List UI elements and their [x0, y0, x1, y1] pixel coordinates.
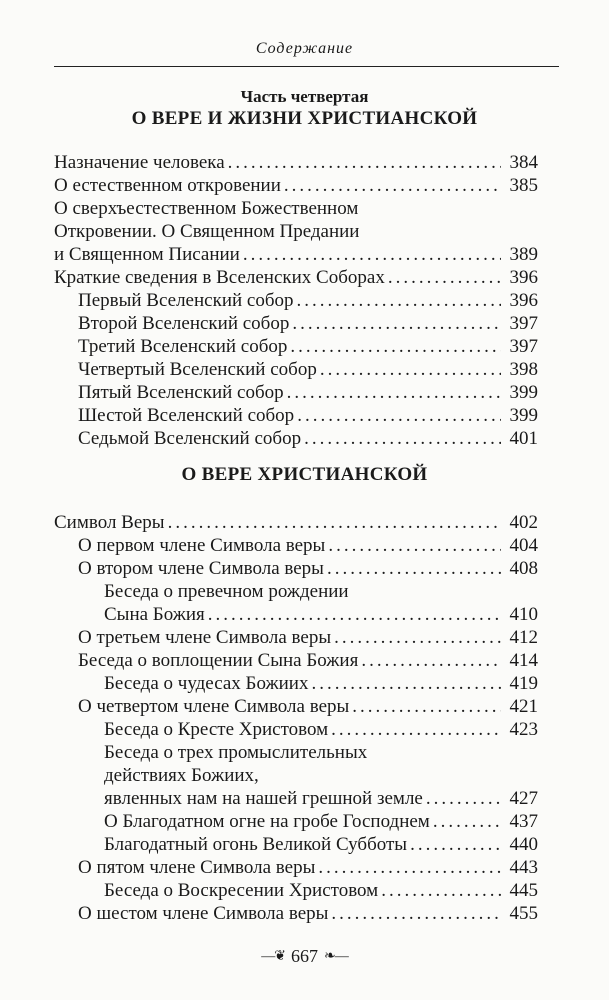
toc-entry-title: О пятом члене Символа веры [78, 857, 316, 878]
ornament-right-icon: ❧— [324, 949, 348, 964]
toc-entry-title: О Благодатном огне на гробе Господнем [104, 811, 430, 832]
page-footer [0, 946, 609, 967]
toc-entry-page: 412 [509, 627, 538, 648]
toc-entry-line: О сверхъестественном Божественном [54, 198, 359, 219]
toc-entry-page: 440 [509, 834, 538, 855]
toc-entry [54, 175, 538, 197]
section-title: О ВЕРЕ И ЖИЗНИ ХРИСТИАНСКОЙ [131, 108, 478, 129]
toc-entry [78, 903, 538, 925]
toc-entry-title: Второй Вселенский собор [78, 313, 290, 334]
toc-entry-title: Беседа о чудесах Божиих [104, 673, 309, 694]
toc-entry [78, 382, 538, 404]
dot-leader [304, 428, 501, 450]
dot-leader [361, 650, 501, 672]
page-number: 667 [291, 946, 318, 966]
toc-entry-title: Символ Веры [54, 512, 165, 533]
toc-entry-page: 399 [509, 382, 538, 403]
toc-entry-page: 401 [509, 428, 538, 449]
dot-leader [410, 834, 501, 856]
dot-leader [168, 512, 501, 534]
dot-leader [334, 627, 501, 649]
toc-entry-page: 385 [509, 175, 538, 196]
toc-entry-title: О третьем члене Символа веры [78, 627, 332, 648]
dot-leader [297, 290, 501, 312]
toc-entry [104, 834, 538, 856]
toc-entry-page: 419 [509, 673, 538, 694]
toc-entry-page: 443 [509, 857, 538, 878]
toc-entry-page: 397 [509, 336, 538, 357]
toc-entry [78, 428, 538, 450]
dot-leader [327, 558, 501, 580]
toc-entry [104, 880, 538, 902]
dot-leader [292, 313, 501, 335]
toc-entry-title: Назначение человека [54, 152, 225, 173]
toc-entry-page: 437 [509, 811, 538, 832]
dot-leader [352, 696, 501, 718]
toc-entry-page: 404 [509, 535, 538, 556]
dot-leader [243, 244, 501, 266]
toc-entry-title: Краткие сведения в Вселенских Соборах [54, 267, 385, 288]
toc-entry-page: 396 [509, 267, 538, 288]
toc-entry-page: 396 [509, 290, 538, 311]
toc-entry-page: 398 [509, 359, 538, 380]
toc-entry-page: 445 [509, 880, 538, 901]
toc-entry-line: Откровении. О Священном Предании [54, 221, 360, 242]
toc-entry [78, 405, 538, 427]
dot-leader [208, 604, 501, 626]
toc-entry-title: и Священном Писании [54, 244, 240, 265]
toc-entry-title: Беседа о Кресте Христовом [104, 719, 329, 740]
toc-entry [78, 336, 538, 358]
toc-entry-title: явленных нам на нашей грешной земле [104, 788, 423, 809]
dot-leader [426, 788, 501, 810]
toc-entry-page: 421 [509, 696, 538, 717]
toc-entry-page: 399 [509, 405, 538, 426]
toc-entry-title: О втором члене Символа веры [78, 558, 324, 579]
toc-entry [104, 811, 538, 833]
toc-entry-page: 414 [509, 650, 538, 671]
dot-leader [318, 857, 501, 879]
toc-entry-title: Шестой Вселенский собор [78, 405, 295, 426]
ornament-left-icon: —❦ [261, 949, 285, 964]
toc-entry-title: Беседа о Воскресении Христовом [104, 880, 379, 901]
toc-entry-page: 455 [509, 903, 538, 924]
dot-leader [287, 382, 501, 404]
dot-leader [381, 880, 501, 902]
toc-entry [78, 359, 538, 381]
dot-leader [228, 152, 501, 174]
dot-leader [297, 405, 501, 427]
toc-entry-page: 410 [509, 604, 538, 625]
toc-entry-title: О четвертом члене Символа веры [78, 696, 350, 717]
toc-entry-title: Благодатный огонь Великой Субботы [104, 834, 408, 855]
toc-entry-title: О шестом члене Символа веры [78, 903, 329, 924]
toc-entry-title: Пятый Вселенский собор [78, 382, 284, 403]
toc-entry-line: Беседа о превечном рождении [104, 581, 349, 602]
toc-entry [104, 788, 538, 810]
dot-leader [290, 336, 501, 358]
dot-leader [388, 267, 501, 289]
dot-leader [320, 359, 501, 381]
dot-leader [311, 673, 501, 695]
toc-entry [78, 857, 538, 879]
section-title-2: О ВЕРЕ ХРИСТИАНСКОЙ [181, 464, 428, 485]
toc-entry [104, 673, 538, 695]
toc-entry [78, 290, 538, 312]
toc-entry-line: действиях Божиих, [104, 765, 259, 786]
dot-leader [331, 719, 501, 741]
toc-entry-title: Четвертый Вселенский собор [78, 359, 317, 380]
toc-entry [78, 535, 538, 557]
toc-entry [54, 152, 538, 174]
toc-entry-line: Беседа о трех промыслительных [104, 742, 368, 763]
toc-entry-title: Беседа о воплощении Сына Божия [78, 650, 359, 671]
toc-entry-title: Первый Вселенский собор [78, 290, 294, 311]
toc-entry [78, 313, 538, 335]
toc-entry [78, 696, 538, 718]
toc-entry [78, 650, 538, 672]
toc-entry-title: О первом члене Символа веры [78, 535, 326, 556]
toc-entry-title: Сына Божия [104, 604, 205, 625]
toc-entry-page: 408 [509, 558, 538, 579]
toc-entry [54, 512, 538, 534]
running-header: Содержание [255, 40, 354, 57]
toc-entry-page: 427 [509, 788, 538, 809]
toc-entry-title: О естественном откровении [54, 175, 281, 196]
dot-leader [284, 175, 501, 197]
header-rule [54, 66, 559, 67]
dot-leader [328, 535, 501, 557]
toc-entry-page: 397 [509, 313, 538, 334]
toc-entry [104, 719, 538, 741]
dot-leader [433, 811, 501, 833]
toc-entry-title: Седьмой Вселенский собор [78, 428, 302, 449]
toc-entry-page: 423 [509, 719, 538, 740]
toc-entry [78, 627, 538, 649]
toc-entry [54, 244, 538, 266]
toc-entry [54, 267, 538, 289]
toc-entry-page: 389 [509, 244, 538, 265]
toc-entry-page: 384 [509, 152, 538, 173]
dot-leader [331, 903, 501, 925]
part-label: Часть четвертая [240, 87, 369, 106]
toc-entry [104, 604, 538, 626]
toc-entry-title: Третий Вселенский собор [78, 336, 288, 357]
toc-entry [78, 558, 538, 580]
toc-entry-page: 402 [509, 512, 538, 533]
